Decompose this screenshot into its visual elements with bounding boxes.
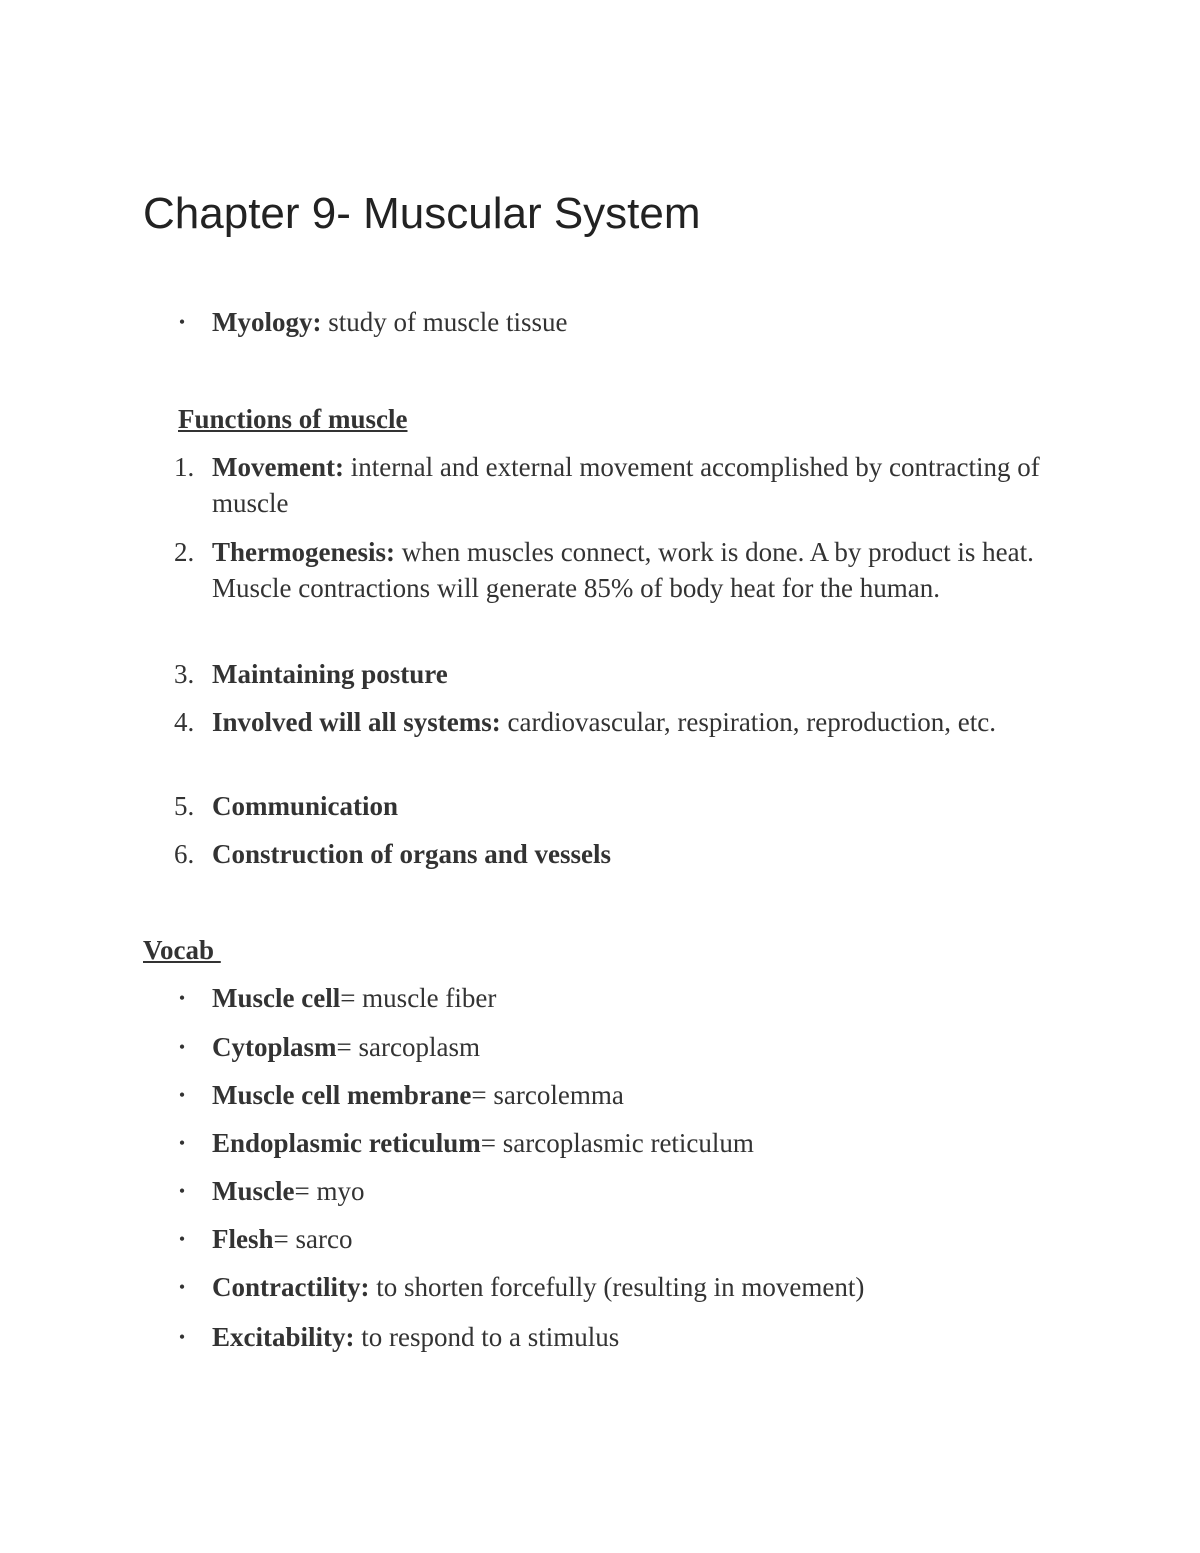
definition: = muscle fiber <box>340 983 497 1013</box>
bullet-icon: • <box>178 1037 186 1057</box>
term: Communication <box>212 791 399 821</box>
vocab-item <box>178 1029 1072 1065</box>
functions-heading: Functions of muscle <box>178 404 408 434</box>
term: Contractility: <box>212 1272 370 1302</box>
bullet-icon: • <box>178 1327 186 1347</box>
definition: = myo <box>294 1176 365 1206</box>
list-number: 5. <box>174 791 195 821</box>
page-title: Chapter 9- Muscular System <box>143 189 701 238</box>
list-item <box>174 704 1072 740</box>
definition: = sarcoplasmic reticulum <box>480 1128 754 1158</box>
term: Endoplasmic reticulum <box>212 1128 481 1158</box>
bullet-icon: • <box>178 1085 186 1105</box>
myology-list-item <box>178 304 1072 340</box>
vocab-item <box>178 1221 1072 1257</box>
term: Involved will all systems: <box>212 707 501 737</box>
definition: to shorten forcefully (resulting in movement) <box>369 1272 865 1302</box>
list-item <box>174 788 1072 824</box>
bullet-icon: • <box>178 988 186 1008</box>
list-item <box>174 534 1072 606</box>
term: Excitability: <box>212 1322 355 1352</box>
definition: when muscles connect, work is done. A by product is heat. Muscle contractions will generate 85% of body heat for the human. <box>212 537 1034 603</box>
list-number: 1. <box>174 452 195 482</box>
vocab-item <box>178 980 1072 1016</box>
list-item <box>174 449 1072 521</box>
definition: to respond to a stimulus <box>354 1322 620 1352</box>
term: Muscle cell <box>212 983 341 1013</box>
term: Flesh <box>212 1224 274 1254</box>
bullet-icon: • <box>178 1133 186 1153</box>
term: Movement: <box>212 452 344 482</box>
term: Thermogenesis: <box>212 537 395 567</box>
term: Muscle cell membrane <box>212 1080 472 1110</box>
vocab-item <box>178 1269 1072 1305</box>
term: Myology: <box>212 307 322 337</box>
bullet-icon: • <box>178 312 186 332</box>
term: Muscle <box>212 1176 295 1206</box>
definition: study of muscle tissue <box>321 307 568 337</box>
vocab-item <box>178 1125 1072 1161</box>
vocab-item <box>178 1173 1072 1209</box>
list-number: 3. <box>174 659 195 689</box>
term: Maintaining posture <box>212 659 448 689</box>
bullet-icon: • <box>178 1229 186 1249</box>
vocab-item <box>178 1319 1072 1355</box>
term: Cytoplasm <box>212 1032 337 1062</box>
list-item <box>174 656 1072 692</box>
definition: cardiovascular, respiration, reproduction, etc. <box>500 707 996 737</box>
vocab-item <box>178 1077 1072 1113</box>
bullet-icon: • <box>178 1181 186 1201</box>
definition: = sarco <box>273 1224 353 1254</box>
list-number: 6. <box>174 839 195 869</box>
definition: = sarcolemma <box>471 1080 624 1110</box>
vocab-heading: Vocab <box>143 935 221 965</box>
list-number: 4. <box>174 707 195 737</box>
definition: internal and external movement accomplished by contracting of muscle <box>212 452 1040 518</box>
definition: = sarcoplasm <box>336 1032 480 1062</box>
term: Construction of organs and vessels <box>212 839 612 869</box>
bullet-icon: • <box>178 1277 186 1297</box>
list-number: 2. <box>174 537 195 567</box>
list-item <box>174 836 1072 872</box>
